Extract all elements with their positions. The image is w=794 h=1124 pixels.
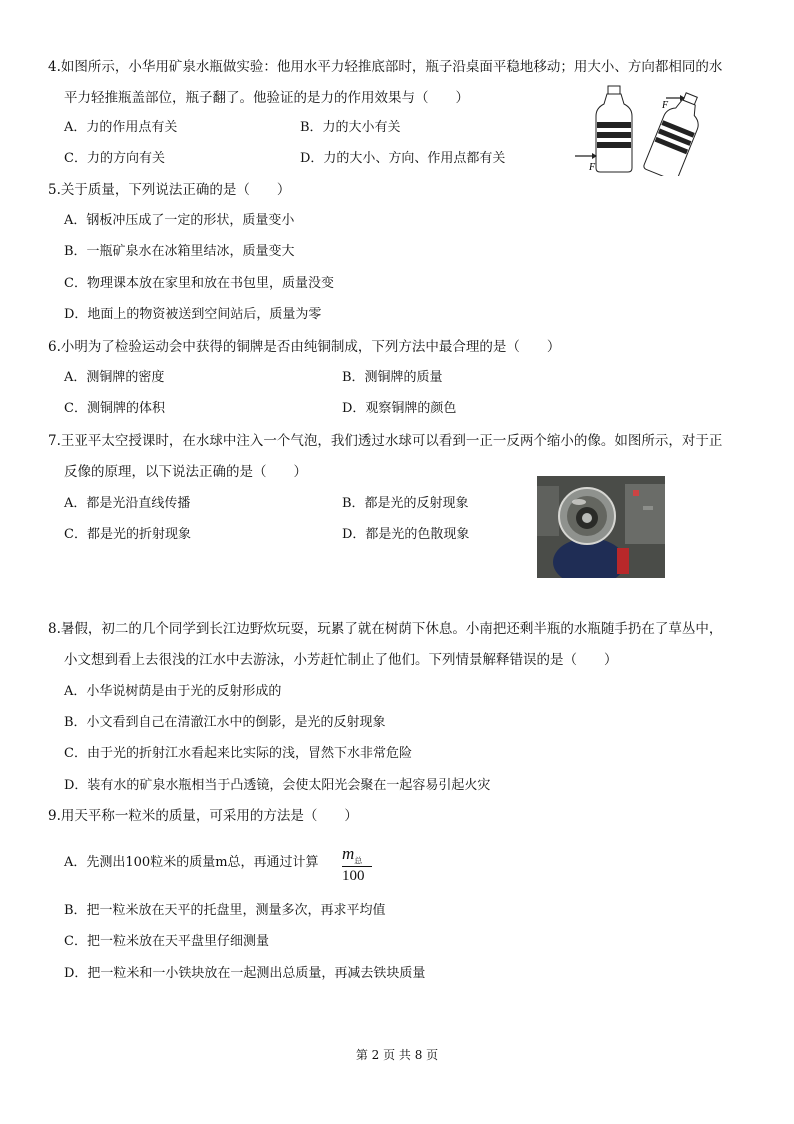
force-label-bottom: F bbox=[589, 162, 596, 173]
q6-option-d[interactable]: D．观察铜牌的颜色 bbox=[342, 401, 457, 416]
q7-option-b[interactable]: B．都是光的反射现象 bbox=[342, 496, 469, 511]
q4-stem-line-1: 4.如图所示，小华用矿泉水瓶做实验：他用水平力轻推底部时，瓶子沿桌面平稳地移动；用大小、方向都相同的水 bbox=[48, 59, 723, 75]
q6-stem: 6.小明为了检验运动会中获得的铜牌是否由纯铜制成，下列方法中最合理的是（ ） bbox=[48, 339, 561, 355]
q9-option-c[interactable]: C．把一粒米放在天平盘里仔细测量 bbox=[64, 934, 269, 949]
q8-stem-line-2: 小文想到看上去很浅的江水中去游泳，小芳赶忙制止了他们。下列情景解释错误的是（ ） bbox=[64, 652, 618, 668]
q9-option-a[interactable]: A．先测出100粒米的质量m总，再通过计算 bbox=[64, 855, 319, 870]
q4-option-a[interactable]: A．力的作用点有关 bbox=[64, 120, 178, 135]
bottle-figure bbox=[572, 84, 708, 176]
force-label-top: F bbox=[662, 100, 669, 111]
q4-option-d[interactable]: D．力的大小、方向、作用点都有关 bbox=[300, 151, 506, 166]
q8-stem-line-1: 8.暑假，初二的几个同学到长江边野炊玩耍，玩累了就在树荫下休息。小南把还剩半瓶的水瓶随手扔在了草丛中， bbox=[48, 621, 723, 637]
q9-formula-fraction bbox=[342, 844, 382, 888]
q7-option-a[interactable]: A．都是光沿直线传播 bbox=[64, 496, 191, 511]
water-ball-photo bbox=[537, 476, 665, 578]
upright-bottle bbox=[575, 86, 632, 173]
q5-stem: 5.关于质量，下列说法正确的是（ ） bbox=[48, 182, 291, 198]
q6-option-a[interactable]: A．测铜牌的密度 bbox=[64, 370, 165, 385]
q5-option-c[interactable]: C．物理课本放在家里和放在书包里，质量没变 bbox=[64, 276, 334, 291]
q5-option-b[interactable]: B．一瓶矿泉水在冰箱里结冰，质量变大 bbox=[64, 244, 295, 259]
q4-stem-line-2: 平力轻推瓶盖部位，瓶子翻了。他验证的是力的作用效果与（ ） bbox=[64, 90, 469, 106]
q7-option-d[interactable]: D．都是光的色散现象 bbox=[342, 527, 470, 542]
q4-option-c[interactable]: C．力的方向有关 bbox=[64, 151, 165, 166]
fraction-denominator: 100 bbox=[342, 868, 365, 884]
q8-option-d[interactable]: D．装有水的矿泉水瓶相当于凸透镜，会使太阳光会聚在一起容易引起火灾 bbox=[64, 778, 491, 793]
q8-option-a[interactable]: A．小华说树荫是由于光的反射形成的 bbox=[64, 684, 282, 699]
q5-option-d[interactable]: D．地面上的物资被送到空间站后，质量为零 bbox=[64, 307, 322, 322]
q7-stem-line-1: 7.王亚平太空授课时，在水球中注入一个气泡，我们透过水球可以看到一正一反两个缩小的像。如图所示，对于正 bbox=[48, 433, 723, 449]
q9-stem: 9.用天平称一粒米的质量，可采用的方法是（ ） bbox=[48, 808, 358, 824]
q9-option-b[interactable]: B．把一粒米放在天平的托盘里，测量多次，再求平均值 bbox=[64, 903, 386, 918]
q4-option-b[interactable]: B．力的大小有关 bbox=[300, 120, 401, 135]
q7-option-c[interactable]: C．都是光的折射现象 bbox=[64, 527, 191, 542]
q8-option-b[interactable]: B．小文看到自己在清澈江水中的倒影，是光的反射现象 bbox=[64, 715, 386, 730]
q9-option-d[interactable]: D．把一粒米和一小铁块放在一起测出总质量，再减去铁块质量 bbox=[64, 966, 426, 981]
q6-option-c[interactable]: C．测铜牌的体积 bbox=[64, 401, 165, 416]
page-footer: 第 2 页 共 8 页 bbox=[355, 1048, 439, 1062]
q7-stem-line-2: 反像的原理，以下说法正确的是（ ） bbox=[64, 464, 307, 480]
q6-option-b[interactable]: B．测铜牌的质量 bbox=[342, 370, 443, 385]
fraction-bar bbox=[342, 866, 372, 867]
q5-option-a[interactable]: A．钢板冲压成了一定的形状，质量变小 bbox=[64, 213, 295, 228]
q8-option-c[interactable]: C．由于光的折射江水看起来比实际的浅，冒然下水非常危险 bbox=[64, 746, 412, 761]
fraction-numerator: $m_总$ bbox=[342, 844, 363, 866]
tilted-bottle bbox=[643, 88, 708, 176]
